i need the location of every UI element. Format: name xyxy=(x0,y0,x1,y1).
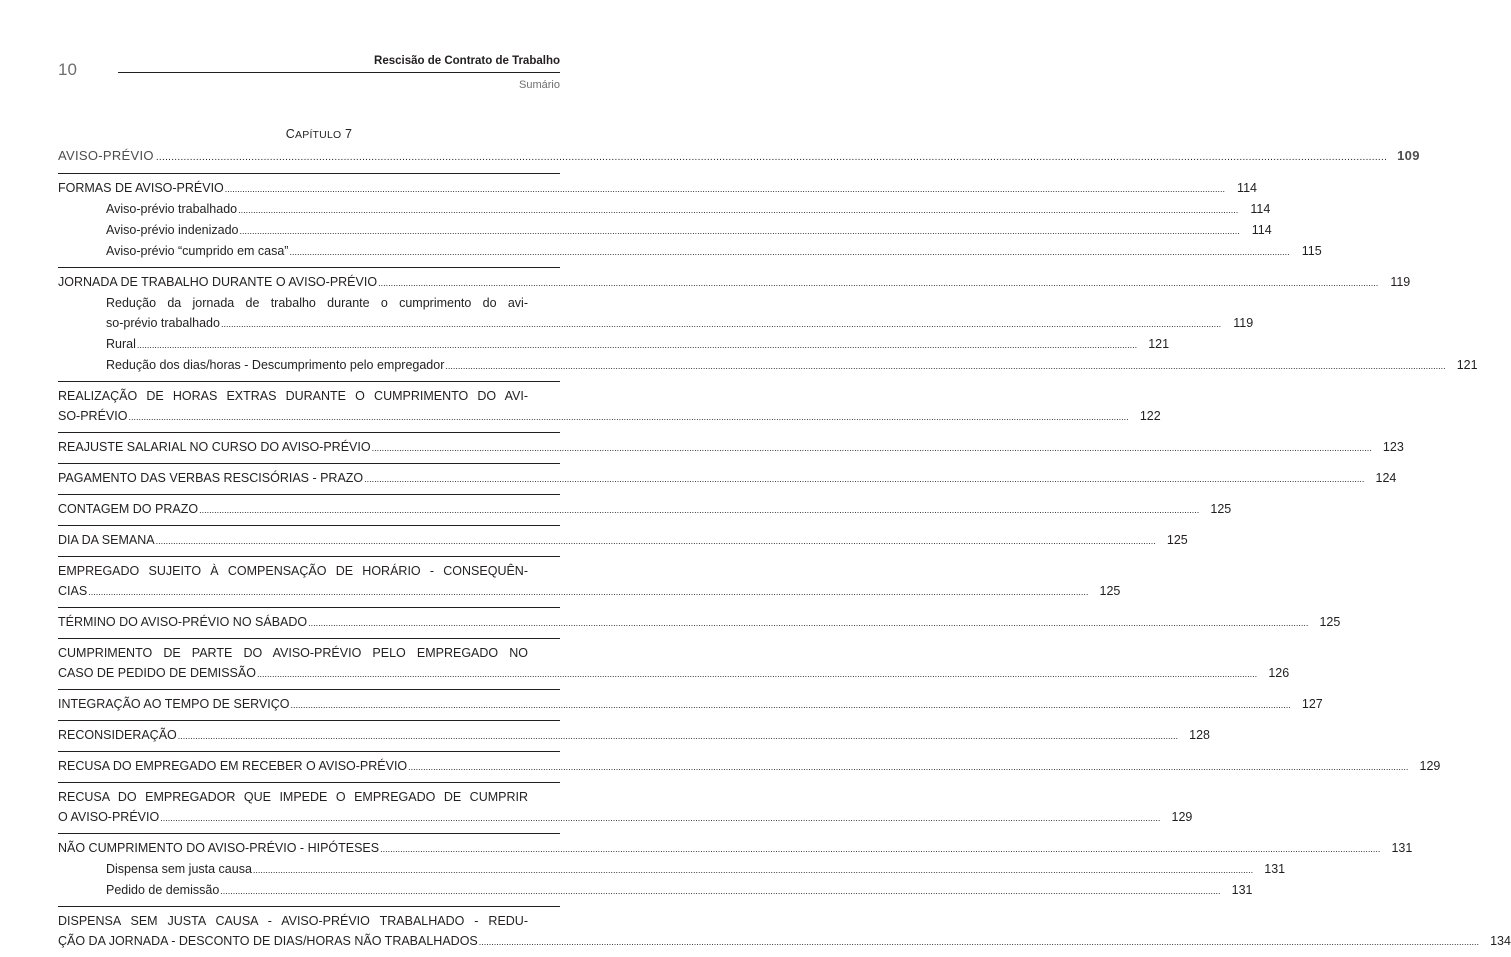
toc-subentry[interactable] xyxy=(58,220,1272,241)
chapter-number: 7 xyxy=(345,127,353,141)
toc-entry-title: FORMAS DE AVISO-PRÉVIO xyxy=(58,181,224,195)
page-number: 10 xyxy=(58,60,77,79)
toc-subentry[interactable] xyxy=(58,199,1271,220)
toc-group xyxy=(58,432,1404,463)
toc-group xyxy=(58,556,1121,607)
toc-group xyxy=(58,494,1232,525)
toc-entry-title: so-prévio trabalhado xyxy=(106,316,220,330)
toc-entry-page: 121 xyxy=(1456,358,1478,372)
dot-leader: ................................................................................................................................................................................................................................................................................................................................................................................................................ xyxy=(220,319,1222,329)
toc-group xyxy=(58,782,1193,833)
book-title: Rescisão de Contrato de Trabalho xyxy=(374,55,560,67)
dot-leader: ................................................................................................................................................................................................................................................................................................................................................................................................................ xyxy=(256,669,1258,679)
toc-entry-page: 125 xyxy=(1099,584,1121,598)
dot-leader: ................................................................................................................................................................................................................................................................................................................................................................................................................ xyxy=(380,844,1381,854)
toc-group xyxy=(58,720,1210,751)
toc-entry-title: INTEGRAÇÃO AO TEMPO DE SERVIÇO xyxy=(58,697,290,711)
toc-entry-title-line: RECUSA DO EMPREGADOR QUE IMPEDE O EMPREGADO DE CUMPRIR xyxy=(58,790,528,804)
toc-entry-title: Aviso-prévio trabalhado xyxy=(106,202,238,216)
toc-group xyxy=(58,751,1441,782)
toc-entry-title: ÇÃO DA JORNADA - DESCONTO DE DIAS/HORAS NÃO TRABALHADOS xyxy=(58,934,478,948)
toc-subentry[interactable] xyxy=(58,355,1478,376)
dot-leader: ................................................................................................................................................................................................................................................................................................................................................................................................................ xyxy=(478,937,1479,947)
toc-entry-title-line: DISPENSA SEM JUSTA CAUSA - AVISO-PRÉVIO TRABALHADO - REDU- xyxy=(58,914,528,928)
toc-entry-page: 125 xyxy=(1166,533,1188,547)
toc-entry-page: 121 xyxy=(1148,337,1170,351)
toc-entry[interactable] xyxy=(58,663,1290,684)
toc-subentry[interactable] xyxy=(58,880,1253,901)
toc-entry[interactable] xyxy=(58,931,1511,952)
dot-leader: ................................................................................................................................................................................................................................................................................................................................................................................................................ xyxy=(238,205,1239,215)
toc-entry-title: DIA DA SEMANA xyxy=(58,533,155,547)
toc-entry[interactable] xyxy=(58,725,1210,746)
toc-entry-page: 119 xyxy=(1233,316,1254,330)
toc-entry-title: CIAS xyxy=(58,584,88,598)
toc-entry-title: SO-PRÉVIO xyxy=(58,409,128,423)
dot-leader: ................................................................................................................................................................................................................................................................................................................................................................................................................ xyxy=(239,226,1240,236)
toc-entry-title: REAJUSTE SALARIAL NO CURSO DO AVISO-PRÉVIO xyxy=(58,440,371,454)
toc-entry-title-line: Redução da jornada de trabalho durante o cumprimento do avi- xyxy=(106,296,528,310)
dot-leader: ................................................................................................................................................................................................................................................................................................................................................................................................................ xyxy=(445,361,1446,371)
toc-entry[interactable] xyxy=(58,468,1397,489)
toc-group xyxy=(58,689,1323,720)
toc-entry-title-line: EMPREGADO SUJEITO À COMPENSAÇÃO DE HORÁRIO - CONSEQUÊN- xyxy=(58,564,528,578)
toc-entry-page: 131 xyxy=(1391,841,1413,855)
header-rule xyxy=(118,72,560,73)
toc-entry[interactable] xyxy=(58,499,1232,520)
toc-entry-title: Rural xyxy=(106,337,136,351)
dot-leader: ................................................................................................................................................................................................................................................................................................................................................................................................................ xyxy=(199,505,1200,515)
main-entry[interactable] xyxy=(58,148,1420,173)
dot-leader: ................................................................................................................................................................................................................................................................................................................................................................................................................ xyxy=(88,587,1089,597)
toc-entry-page: 114 xyxy=(1237,181,1257,195)
dot-leader: ................................................................................................................................................................................................................................................................................................................................................................................................................ xyxy=(308,618,1309,628)
chapter-prefix: C xyxy=(285,127,296,141)
toc-entry-title: Redução dos dias/horas - Descumprimento pelo empregador xyxy=(106,358,445,372)
toc-entry-page: 123 xyxy=(1382,440,1404,454)
toc-group xyxy=(58,906,1511,957)
chapter-word: APÍTULO xyxy=(295,129,342,141)
toc-entry[interactable] xyxy=(58,406,1161,427)
toc-entry-page: 131 xyxy=(1264,862,1286,876)
toc-entry-page: 125 xyxy=(1210,502,1232,516)
dot-leader: ................................................................................................................................................................................................................................................................................................................................................................................................................ xyxy=(224,184,1225,194)
dot-leader: ................................................................................................................................................................................................................................................................................................................................................................................................................ xyxy=(408,762,1409,772)
toc-group xyxy=(58,267,1478,381)
toc-entry-title: RECONSIDERAÇÃO xyxy=(58,728,177,742)
toc-entry-page: 114 xyxy=(1251,223,1272,237)
main-entry-page: 109 xyxy=(1397,148,1420,163)
section-label: Sumário xyxy=(519,79,560,91)
toc-entry-title: NÃO CUMPRIMENTO DO AVISO-PRÉVIO - HIPÓTESES xyxy=(58,841,380,855)
toc-entry-page: 114 xyxy=(1250,202,1271,216)
toc-subentry[interactable] xyxy=(58,334,1170,355)
toc-group xyxy=(58,638,1290,689)
toc-entry-title: Aviso-prévio indenizado xyxy=(106,223,239,237)
toc-entry-page: 131 xyxy=(1231,883,1253,897)
toc-entry-title: TÉRMINO DO AVISO-PRÉVIO NO SÁBADO xyxy=(58,615,308,629)
toc-entry-page: 129 xyxy=(1419,759,1441,773)
dot-leader: ................................................................................................................................................................................................................................................................................................................................................................................................................ xyxy=(364,474,1365,484)
toc-entry-title: CONTAGEM DO PRAZO xyxy=(58,502,199,516)
dot-leader: ................................................................................................................................................................................................................................................................................................................................................................................................................ xyxy=(220,886,1221,896)
dot-leader: ................................................................................................................................................................................................................................................................................................................................................................................................................ xyxy=(155,152,1388,163)
main-entry-title: AVISO-PRÉVIO xyxy=(58,148,154,163)
table-of-contents xyxy=(58,148,1511,957)
toc-entry[interactable] xyxy=(58,838,1413,859)
toc-subentry[interactable] xyxy=(58,313,1254,334)
dot-leader: ................................................................................................................................................................................................................................................................................................................................................................................................................ xyxy=(128,412,1129,422)
dot-leader: ................................................................................................................................................................................................................................................................................................................................................................................................................ xyxy=(252,865,1254,875)
chapter-heading xyxy=(0,127,638,141)
dot-leader: ................................................................................................................................................................................................................................................................................................................................................................................................................ xyxy=(378,278,1379,288)
toc-entry-title: RECUSA DO EMPREGADO EM RECEBER O AVISO-PRÉVIO xyxy=(58,759,408,773)
dot-leader: ................................................................................................................................................................................................................................................................................................................................................................................................................ xyxy=(371,443,1372,453)
toc-entry-page: 122 xyxy=(1139,409,1161,423)
toc-entry-title: Pedido de demissão xyxy=(106,883,220,897)
toc-entry-title: PAGAMENTO DAS VERBAS RESCISÓRIAS - PRAZO xyxy=(58,471,364,485)
toc-entry[interactable] xyxy=(58,178,1257,199)
toc-entry-title: Aviso-prévio “cumprido em casa” xyxy=(106,244,289,258)
toc-group xyxy=(58,525,1188,556)
toc-group xyxy=(58,607,1341,638)
toc-entry[interactable] xyxy=(58,437,1404,458)
toc-entry-title-line: REALIZAÇÃO DE HORAS EXTRAS DURANTE O CUMPRIMENTO DO AVI- xyxy=(58,389,528,403)
toc-entry-title: O AVISO-PRÉVIO xyxy=(58,810,160,824)
toc-entry[interactable] xyxy=(58,756,1441,777)
toc-entry[interactable] xyxy=(58,272,1411,293)
dot-leader: ................................................................................................................................................................................................................................................................................................................................................................................................................ xyxy=(177,731,1178,741)
toc-entry-page: 134 xyxy=(1490,934,1511,948)
dot-leader: ................................................................................................................................................................................................................................................................................................................................................................................................................ xyxy=(155,536,1156,546)
toc-entry[interactable] xyxy=(58,612,1341,633)
dot-leader: ................................................................................................................................................................................................................................................................................................................................................................................................................ xyxy=(290,700,1291,710)
toc-group xyxy=(58,463,1397,494)
toc-subentry[interactable] xyxy=(58,859,1286,880)
dot-leader: ................................................................................................................................................................................................................................................................................................................................................................................................................ xyxy=(289,247,1290,257)
toc-subentry[interactable] xyxy=(58,241,1322,262)
toc-entry-title-line: CUMPRIMENTO DE PARTE DO AVISO-PRÉVIO PELO EMPREGADO NO xyxy=(58,646,528,660)
toc-entry-page: 128 xyxy=(1189,728,1210,742)
toc-entry-page: 119 xyxy=(1390,275,1411,289)
toc-entry-page: 127 xyxy=(1301,697,1323,711)
toc-entry-title: Dispensa sem justa causa xyxy=(106,862,252,876)
toc-entry[interactable] xyxy=(58,694,1323,715)
toc-entry-title: CASO DE PEDIDO DE DEMISSÃO xyxy=(58,666,256,680)
toc-entry-page: 124 xyxy=(1375,471,1397,485)
toc-entry-title: JORNADA DE TRABALHO DURANTE O AVISO-PRÉVIO xyxy=(58,275,378,289)
toc-entry-page: 126 xyxy=(1268,666,1290,680)
toc-entry[interactable] xyxy=(58,581,1121,602)
toc-group xyxy=(58,173,1322,267)
toc-entry-page: 115 xyxy=(1301,244,1322,258)
toc-entry[interactable] xyxy=(58,530,1188,551)
toc-entry[interactable] xyxy=(58,807,1193,828)
toc-entry-page: 125 xyxy=(1319,615,1341,629)
toc-entry-page: 129 xyxy=(1171,810,1193,824)
dot-leader: ................................................................................................................................................................................................................................................................................................................................................................................................................ xyxy=(160,813,1161,823)
dot-leader: ................................................................................................................................................................................................................................................................................................................................................................................................................ xyxy=(136,340,1138,350)
toc-group xyxy=(58,833,1413,906)
toc-group xyxy=(58,381,1161,432)
